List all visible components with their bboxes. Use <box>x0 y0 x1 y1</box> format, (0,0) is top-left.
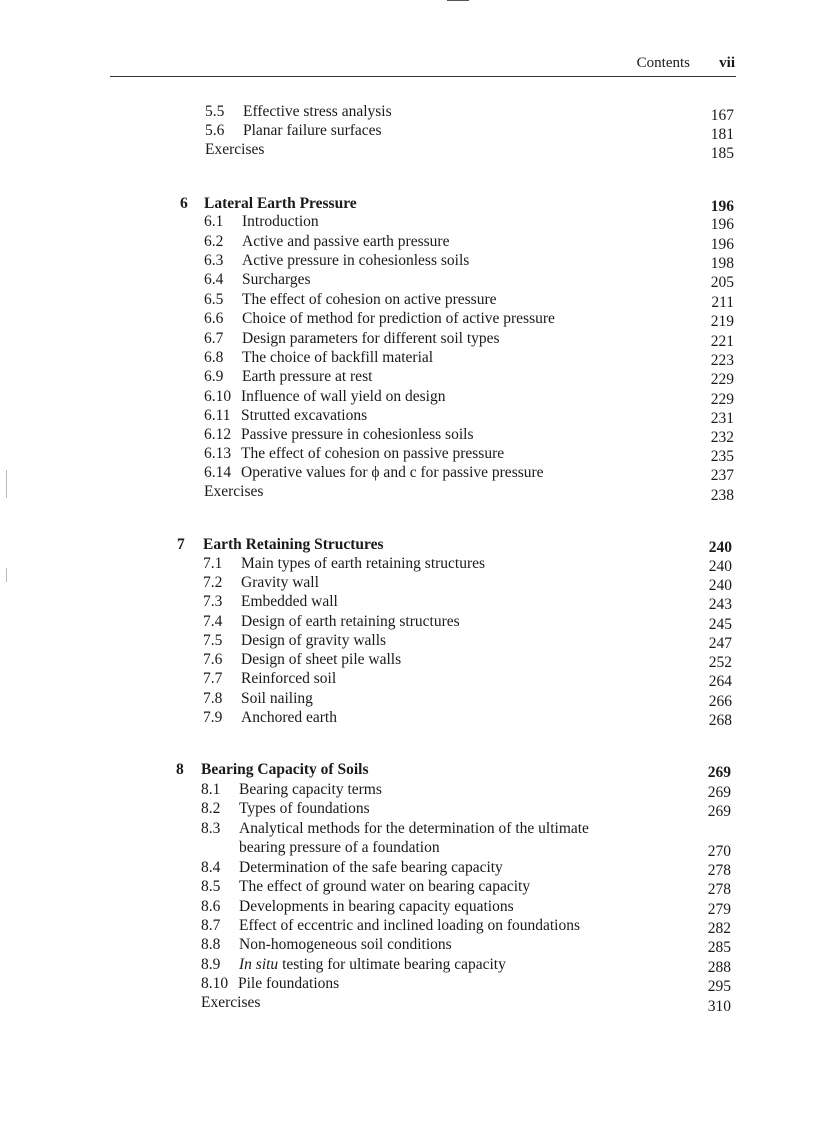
chapter-entry <box>0 760 816 780</box>
section-number: 8.3 <box>201 820 221 837</box>
header-rule <box>110 76 736 77</box>
page-number: 238 <box>710 487 734 504</box>
scan-speck <box>6 568 7 582</box>
page-number: 181 <box>710 126 734 143</box>
page-number: 245 <box>708 616 732 633</box>
exercises-label: Exercises <box>201 994 261 1011</box>
toc-entry <box>0 799 816 819</box>
section-title: Bearing capacity terms <box>239 781 382 798</box>
section-number: 7.1 <box>203 555 223 572</box>
section-title: Earth pressure at rest <box>242 368 373 385</box>
section-number: 8.6 <box>201 898 221 915</box>
toc-entry <box>0 406 816 426</box>
chapter-number: 8 <box>176 761 184 778</box>
chapter-number: 7 <box>177 536 185 553</box>
section-number: 6.2 <box>204 233 224 250</box>
page-number: 269 <box>707 764 731 781</box>
section-title: Active and passive earth pressure <box>242 233 450 250</box>
section-number: 8.5 <box>201 878 221 895</box>
chapter-entry <box>0 535 816 555</box>
toc-entry <box>0 367 816 387</box>
page-number: 235 <box>710 448 734 465</box>
chapter-title: Lateral Earth Pressure <box>204 195 357 212</box>
section-number: 6.14 <box>204 464 232 481</box>
toc-entry <box>0 270 816 290</box>
section-title: Surcharges <box>242 271 311 288</box>
section-title: Gravity wall <box>241 574 319 591</box>
section-number: 6.8 <box>204 349 224 366</box>
toc-entry <box>0 819 816 839</box>
toc-entry <box>0 554 816 574</box>
page-number: 288 <box>707 959 731 976</box>
toc-entry <box>0 573 816 593</box>
page-number: 167 <box>710 107 734 124</box>
page-number: 205 <box>710 274 734 291</box>
page-number: 295 <box>707 978 731 995</box>
section-title: bearing pressure of a foundation <box>239 839 440 856</box>
section-title: Strutted excavations <box>241 407 368 424</box>
section-number: 8.1 <box>201 781 221 798</box>
section-title: Main types of earth retaining structures <box>241 555 486 572</box>
chapter-entry <box>0 194 816 214</box>
page-number: 223 <box>710 352 734 369</box>
section-number: 7.3 <box>203 593 223 610</box>
page-number: 232 <box>710 429 734 446</box>
toc-entry <box>0 251 816 271</box>
page-number: 279 <box>707 901 731 918</box>
section-number: 7.7 <box>203 670 223 687</box>
section-title: The effect of ground water on bearing capacity <box>239 878 531 895</box>
toc-entry <box>0 650 816 670</box>
section-title: Influence of wall yield on design <box>241 388 446 405</box>
section-number: 7.6 <box>203 651 223 668</box>
section-title: Embedded wall <box>241 593 338 610</box>
section-title: Active pressure in cohesionless soils <box>242 252 470 269</box>
page-number: 196 <box>710 216 734 233</box>
section-title: Planar failure surfaces <box>243 122 382 139</box>
section-number: 6.13 <box>204 445 232 462</box>
toc-entry <box>0 444 816 464</box>
page-number: 270 <box>707 843 731 860</box>
page-number: 196 <box>710 198 734 215</box>
toc-entry <box>0 482 816 502</box>
toc-entry <box>0 877 816 897</box>
exercises-label: Exercises <box>205 141 265 158</box>
section-title: Design parameters for different soil types <box>242 330 500 347</box>
toc-entry <box>0 102 816 122</box>
page-number: 269 <box>707 784 731 801</box>
section-title: The effect of cohesion on active pressure <box>242 291 497 308</box>
toc-entry <box>0 612 816 632</box>
section-title: Effect of eccentric and inclined loading on foundations <box>239 917 581 934</box>
toc-entry <box>0 689 816 709</box>
section-title: Non-homogeneous soil conditions <box>239 936 452 953</box>
section-number: 7.4 <box>203 613 223 630</box>
page-number: 198 <box>710 255 734 272</box>
header-page-number: vii <box>719 55 735 71</box>
toc-entry <box>0 463 816 483</box>
section-number: 8.9 <box>201 956 221 973</box>
section-number: 7.2 <box>203 574 223 591</box>
section-number: 7.5 <box>203 632 223 649</box>
section-number: 6.4 <box>204 271 224 288</box>
page-number: 282 <box>707 920 731 937</box>
section-title: Passive pressure in cohesionless soils <box>241 426 474 443</box>
toc-entry <box>0 329 816 349</box>
toc-entry <box>0 935 816 955</box>
toc-entry <box>0 993 816 1013</box>
section-title: Soil nailing <box>241 690 313 707</box>
section-number: 7.9 <box>203 709 223 726</box>
section-number: 6.11 <box>204 407 231 424</box>
page-number: 278 <box>707 862 731 879</box>
toc-entry <box>0 232 816 252</box>
section-title: Pile foundations <box>238 975 340 992</box>
page-number: 269 <box>707 803 731 820</box>
toc-entry <box>0 631 816 651</box>
page-number: 310 <box>707 998 731 1015</box>
section-title: Developments in bearing capacity equations <box>239 898 514 915</box>
toc-entry <box>0 708 816 728</box>
section-title: Effective stress analysis <box>243 103 392 120</box>
section-title: Design of gravity walls <box>241 632 387 649</box>
section-title: Operative values for ϕ and c for passive pressure <box>241 464 544 481</box>
page-number: 237 <box>710 467 734 484</box>
page-number: 240 <box>708 577 732 594</box>
section-number: 6.5 <box>204 291 224 308</box>
toc-entry <box>0 780 816 800</box>
page-number: 285 <box>707 939 731 956</box>
toc-entry <box>0 140 816 160</box>
section-title: Reinforced soil <box>241 670 337 687</box>
page-number: 185 <box>710 145 734 162</box>
section-number: 6.7 <box>204 330 224 347</box>
page-number: 266 <box>708 693 732 710</box>
section-title: Introduction <box>242 213 319 230</box>
page-number: 240 <box>708 558 732 575</box>
section-number: 8.8 <box>201 936 221 953</box>
section-number: 6.3 <box>204 252 224 269</box>
section-title: The effect of cohesion on passive pressure <box>241 445 505 462</box>
chapter-title: Bearing Capacity of Soils <box>201 761 369 778</box>
page-number: 229 <box>710 391 734 408</box>
toc-entry <box>0 916 816 936</box>
toc-entry <box>0 348 816 368</box>
section-title: Analytical methods for the determination of the ultimate <box>239 820 589 837</box>
page-number: 240 <box>708 539 732 556</box>
toc-entry <box>0 669 816 689</box>
page-number: 211 <box>711 294 734 311</box>
section-title: Types of foundations <box>239 800 370 817</box>
toc-entry <box>0 897 816 917</box>
section-number: 6.10 <box>204 388 232 405</box>
section-number: 7.8 <box>203 690 223 707</box>
section-title: Design of sheet pile walls <box>241 651 402 668</box>
section-title: Determination of the safe bearing capacity <box>239 859 503 876</box>
toc-entry <box>0 387 816 407</box>
page-number: 264 <box>708 673 732 690</box>
toc-entry <box>0 212 816 232</box>
section-title: The choice of backfill material <box>242 349 434 366</box>
toc-entry <box>0 858 816 878</box>
page-number: 231 <box>710 410 734 427</box>
page-number: 278 <box>707 881 731 898</box>
section-number: 6.1 <box>204 213 224 230</box>
toc-entry <box>0 974 816 994</box>
page-number: 229 <box>710 371 734 388</box>
chapter-title: Earth Retaining Structures <box>203 536 384 553</box>
page-number: 252 <box>708 654 732 671</box>
section-number: 6.9 <box>204 368 224 385</box>
toc-entry <box>0 425 816 445</box>
header-title: Contents <box>636 55 690 71</box>
exercises-label: Exercises <box>204 483 264 500</box>
toc-entry <box>0 309 816 329</box>
page-number: 243 <box>708 596 732 613</box>
toc-entry <box>0 290 816 310</box>
section-number: 5.6 <box>205 122 225 139</box>
scan-mark <box>447 0 469 1</box>
toc-entry <box>0 838 816 858</box>
page-number: 196 <box>710 236 734 253</box>
section-number: 8.10 <box>201 975 229 992</box>
chapter-number: 6 <box>180 195 188 212</box>
section-number: 8.4 <box>201 859 221 876</box>
running-header <box>110 52 736 76</box>
section-title: Choice of method for prediction of active pressure <box>242 310 555 327</box>
toc-entry <box>0 955 816 975</box>
section-number: 6.6 <box>204 310 224 327</box>
page-number: 268 <box>708 712 732 729</box>
scan-speck <box>6 470 7 498</box>
section-title: Anchored earth <box>241 709 337 726</box>
section-number: 5.5 <box>205 103 225 120</box>
section-title: In situ testing for ultimate bearing capacity <box>239 956 506 973</box>
toc-entry <box>0 592 816 612</box>
page-number: 247 <box>708 635 732 652</box>
section-number: 8.7 <box>201 917 221 934</box>
page-number: 221 <box>710 333 734 350</box>
section-number: 8.2 <box>201 800 221 817</box>
section-number: 6.12 <box>204 426 232 443</box>
section-title: Design of earth retaining structures <box>241 613 460 630</box>
toc-entry <box>0 121 816 141</box>
page-number: 219 <box>710 313 734 330</box>
